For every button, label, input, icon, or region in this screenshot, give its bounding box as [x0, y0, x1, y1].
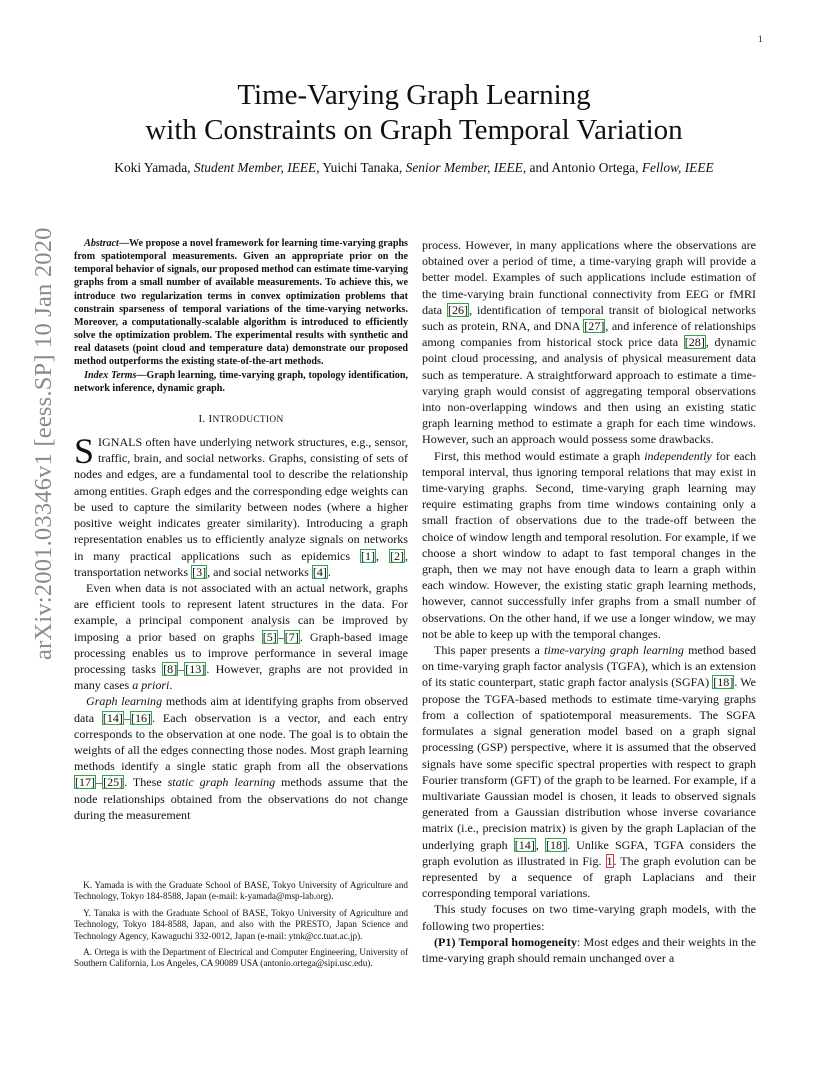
- left-column: [74, 237, 408, 823]
- citation-link[interactable]: [13]: [185, 661, 206, 676]
- body-p3-text-d: . Unlike SGFA, TGFA considers the graph evolution as illustrated in Fig.: [422, 837, 756, 868]
- citation-link[interactable]: [2]: [389, 548, 404, 563]
- footnote-ortega: A. Ortega is with the Department of Electrical and Computer Engineering, University of Southern California, Los Angeles, CA 90089 USA (antonio.ortega@sipi.usc.edu).: [74, 947, 408, 969]
- footnotes: [74, 880, 408, 975]
- intro-paragraph-1: SIGNALS often have underlying network structures, e.g., sensor, traffic, brain, and social networks. Graphs, consisting of sets of nodes and edges, are a fundamental tool to describe the relationship among entities. Graph edges and the corresponding edge weights can be used to capture the similarity between nodes (where a higher positive weight indicates greater similarity). Introducing a graph representation enables us to efficiently analyze signals on networks in many practical applications such as epidemics [1], [2], transportation networks [3], and social networks [4].: [74, 431, 408, 579]
- citation-link[interactable]: [28]: [684, 335, 705, 350]
- intro-p2-text-b: . Graph-based image processing enables us to improve performance in several image processing tasks: [74, 629, 408, 676]
- citation-link[interactable]: [7]: [284, 629, 299, 644]
- drop-cap-letter: S: [74, 431, 95, 472]
- author-yamada: Koki Yamada,: [114, 160, 194, 175]
- footnote-yamada: K. Yamada is with the Graduate School of BASE, Tokyo University of Agriculture and Technology, Tokyo 184-8588, Japan (e-mail: k-yamada@msp-lab.org).: [74, 880, 408, 902]
- intro-p3-lead: Graph learning: [86, 694, 163, 709]
- property-p1-text: : Most edges and their weights in the time-varying graph should remain unchanged over a: [422, 934, 756, 965]
- body-p2-text-b: for each temporal interval, thus ignoring temporal relations that may exist in time-varying graphs. Second, time-varying graph learning may require estimating graphs from time windows containing only a small fraction of observations due to the trade-off between the choice of window length and temporal resolution. For example, if we choose a short window to adapt to fast temporal changes in the graph, then we may not have enough data to learn a graph within each window. However, the existing static graph learning methods, however, cannot successfully infer graphs from a small number of observations. On the other hand, if we use a longer window, we may not be able to keep up with the temporal changes.: [422, 448, 757, 641]
- citation-link[interactable]: [1]: [360, 548, 376, 563]
- body-paragraph-5: [422, 934, 756, 966]
- section-heading-introduction: [74, 411, 408, 428]
- citation-link[interactable]: [3]: [192, 564, 207, 579]
- body-p1-text-a: process. However, in many applications where the observations are obtained over a period of time, a time-varying graph will provide a better model. Examples of such applications include estimation of the time-varying brain functional connectivity from EEG or fMRI data: [422, 238, 756, 317]
- citation-link[interactable]: [17]: [75, 775, 96, 790]
- body-p1-text-d: , dynamic point cloud processing, and analysis of physical measurement data such as temperature. A straightforward approach to estimate a time-varying graph would consist of aggregating temporal observations into non-overlapping windows and then using an existing static graph learning method to estimate a graph for each time windows. However, such an approach would possess some drawbacks.: [422, 335, 756, 447]
- title-line-2: with Constraints on Graph Temporal Variation: [145, 114, 683, 146]
- author-list: [40, 160, 788, 176]
- abstract-lead: Abstract: [84, 238, 119, 249]
- body-p2-independently: independently: [644, 448, 712, 463]
- body-p3-text-a: This paper presents a: [434, 643, 545, 658]
- intro-p1-text-c: , and social networks: [207, 564, 312, 579]
- footnote-tanaka: Y. Tanaka is with the Graduate School of BASE, Tokyo University of Agriculture and Technology, Tokyo 184-8588, Japan, and also with the PRESTO, Japan Science and Technology Agency, Kawaguchi 332-0012, Japan (e-mail: ytnk@cc.tuat.ac.jp).: [74, 907, 408, 941]
- intro-paragraph-2: Even when data is not associated with an actual network, graphs are efficient tools to represent latent structures in the data. For example, a principal component analysis can be improved by imposing a prior based on graphs [5]–[7]. Graph-based image processing enables us to improve performance in several image processing tasks [8]–[13]. However, graphs are not provided in many cases a priori.: [74, 580, 408, 693]
- body-p1-text-b: , identification of temporal transit of biological networks such as protein, RNA, and DNA: [422, 302, 756, 334]
- intro-p2-apriori: a priori: [132, 678, 170, 693]
- citation-link[interactable]: [14]: [102, 710, 123, 725]
- page-number: 1: [758, 34, 763, 44]
- author-ortega: , and Antonio Ortega,: [522, 160, 642, 175]
- index-terms-text: —Graph learning, time-varying graph, topology identification, network inference, dynamic graph.: [74, 369, 408, 394]
- section-numeral: I.: [198, 412, 209, 425]
- intro-paragraph-3: Graph learning methods aim at identifying graphs from observed data [14]–[16]. Each observation is a vector, and each entry corresponds to the observation at one node. The goal is to obtain the weights of all the edges connecting those nodes. Most graph learning methods identify a single static graph from all the observations [17]–[25]. These static graph learning methods assume that the node relationships obtained from the observations do not change during the measurement: [74, 694, 409, 822]
- citation-link[interactable]: [8]: [163, 661, 178, 676]
- intro-p1-text-a: IGNALS often have underlying network structures, e.g., sensor, traffic, brain, and social networks. Graphs, consisting of sets of nodes and edges, are a fundamental tool to describe the relationship among entities. Graph edges and the corresponding edge weights can be used to capture the similarity between nodes (where a higher positive weight indicates greater similarity). Introducing a graph representation enables us to efficiently analyze signals on networks in many practical applications such as epidemics: [74, 435, 408, 563]
- citation-link[interactable]: [18]: [713, 675, 734, 690]
- body-p1-text-c: , and inference of relationships among companies from historical stock price data: [422, 319, 756, 350]
- paper-title: [60, 78, 768, 148]
- intro-p2-text-c: . However, graphs are not provided in many cases: [74, 661, 408, 693]
- author-yamada-role: Student Member, IEEE: [193, 160, 317, 175]
- citation-link[interactable]: [18]: [545, 837, 567, 852]
- body-p3-time-varying-graph-learning: time-varying graph learning: [544, 643, 684, 658]
- body-paragraph-4: This study focuses on two time-varying graph models, with the following two properties:: [422, 902, 756, 933]
- index-terms: [74, 369, 408, 395]
- citation-link[interactable]: [26]: [447, 302, 469, 317]
- citation-link[interactable]: [5]: [262, 629, 277, 644]
- property-p1-label: (P1) Temporal homogeneity: [434, 934, 577, 949]
- intro-p2-text-d: .: [169, 678, 173, 693]
- body-p3-text-e: . The graph evolution can be represented by a sequence of graph Laplacians and their corresponding temporal variations.: [422, 853, 756, 901]
- citation-link[interactable]: [16]: [130, 710, 152, 725]
- author-ortega-role: Fellow, IEEE: [641, 160, 714, 175]
- right-column: [422, 237, 756, 966]
- citation-link[interactable]: [25]: [103, 775, 124, 790]
- intro-p3-text-c: . These: [124, 775, 168, 790]
- abstract: [74, 237, 408, 369]
- body-paragraph-3: This paper presents a time-varying graph learning method based on time-varying graph factor analysis (TGFA), which is an extension of its static counterpart, static graph factor analysis (SGFA) [18]. We propose the TGFA-based methods to estimate time-varying graphs from a collection of spatiotemporal measurements. The SGFA formulates a signal generation model based on a graph signal processing (GSP) perspective, where it is assumed that the observed signals have some specific spectral properties with respect to graph Fourier transform (GFT) of the graph to be learned. For example, if a multivariate Gaussian model is chosen, it leads to observed signals generated from a Gaussian distribution whose inverse covariance matrix (i.e., precision matrix) is given by the graph Laplacian of the underlying graph [14], [18]. Unlike SGFA, TGFA considers the graph evolution as illustrated in Fig. 1. The graph evolution can be represented by a sequence of graph Laplacians and their corresponding temporal variations.: [422, 643, 756, 901]
- section-first-letter: I: [208, 412, 213, 425]
- intro-p3-text-b: . Each observation is a vector, and each entry corresponds to the observation at one node. The goal is to obtain the weights of all the edges connecting those nodes. Most graph learning methods identify a single static graph from all the observations: [74, 710, 409, 774]
- citation-link[interactable]: [27]: [584, 319, 605, 334]
- citation-link[interactable]: [4]: [312, 564, 327, 579]
- intro-p3-text-a: methods aim at identifying graphs from observed data: [74, 694, 408, 725]
- intro-p1-text-b: , transportation networks: [74, 548, 408, 579]
- author-tanaka-role: Senior Member, IEEE: [405, 160, 523, 175]
- citation-link[interactable]: [14]: [514, 837, 535, 852]
- intro-p3-static-graph-learning: static graph learning: [167, 775, 276, 790]
- arxiv-identifier-stamp: arXiv:2001.03346v1 [eess.SP] 10 Jan 2020: [30, 227, 57, 660]
- body-p3-text-c: . We propose the TGFA-based methods to estimate time-varying graphs from a collection of spatiotemporal measurements. The SGFA formulates a signal generation model based on a graph signal processing (GSP) perspective, where it is assumed that the observed signals have some specific spectral properties with respect to graph Fourier transform (GFT) of the graph to be learned. For example, if a multivariate Gaussian model is chosen, it leads to observed signals generated from a Gaussian distribution whose inverse covariance matrix (i.e., precision matrix) is given by the graph Laplacian of the underlying graph: [422, 675, 756, 852]
- body-p3-text-b: method based on time-varying graph factor analysis (TGFA), which is an extension of its static counterpart, static graph factor analysis (SGFA): [422, 643, 756, 690]
- intro-p2-text-a: Even when data is not associated with an actual network, graphs are efficient tools to represent latent structures in the data. For example, a principal component analysis can be improved by imposing a prior based on graphs: [74, 580, 408, 644]
- intro-p1-text-d: .: [327, 564, 331, 579]
- figure-link[interactable]: 1: [606, 853, 613, 868]
- title-line-1: Time-Varying Graph Learning: [237, 79, 591, 111]
- section-rest-letters: NTRODUCTION: [212, 414, 284, 425]
- author-tanaka: , Yuichi Tanaka,: [316, 160, 406, 175]
- body-paragraph-1: [422, 237, 756, 448]
- index-terms-lead: Index Terms: [84, 369, 137, 381]
- abstract-text: —We propose a novel framework for learning time-varying graphs from spatiotemporal measurements. Given an appropriate prior on the temporal behavior of signals, our proposed method can estimate time-varying graphs from a small number of available measurements. To achieve this, we introduce two regularization terms in convex optimization problems that constrain sparseness of temporal variations of the time-varying networks. Moreover, a computationally-scalable algorithm is introduced to efficiently solve the optimization problem. The experimental results with synthetic and real datasets (point cloud and temperature data) demonstrate our proposed method outperforms the existing state-of-the-art methods.: [74, 238, 408, 368]
- intro-p3-text-d: methods assume that the node relationships obtained from the observations do not change during the measurement: [74, 775, 408, 822]
- body-paragraph-2: [422, 448, 756, 642]
- body-p2-text-a: First, this method would estimate a graph: [434, 448, 645, 463]
